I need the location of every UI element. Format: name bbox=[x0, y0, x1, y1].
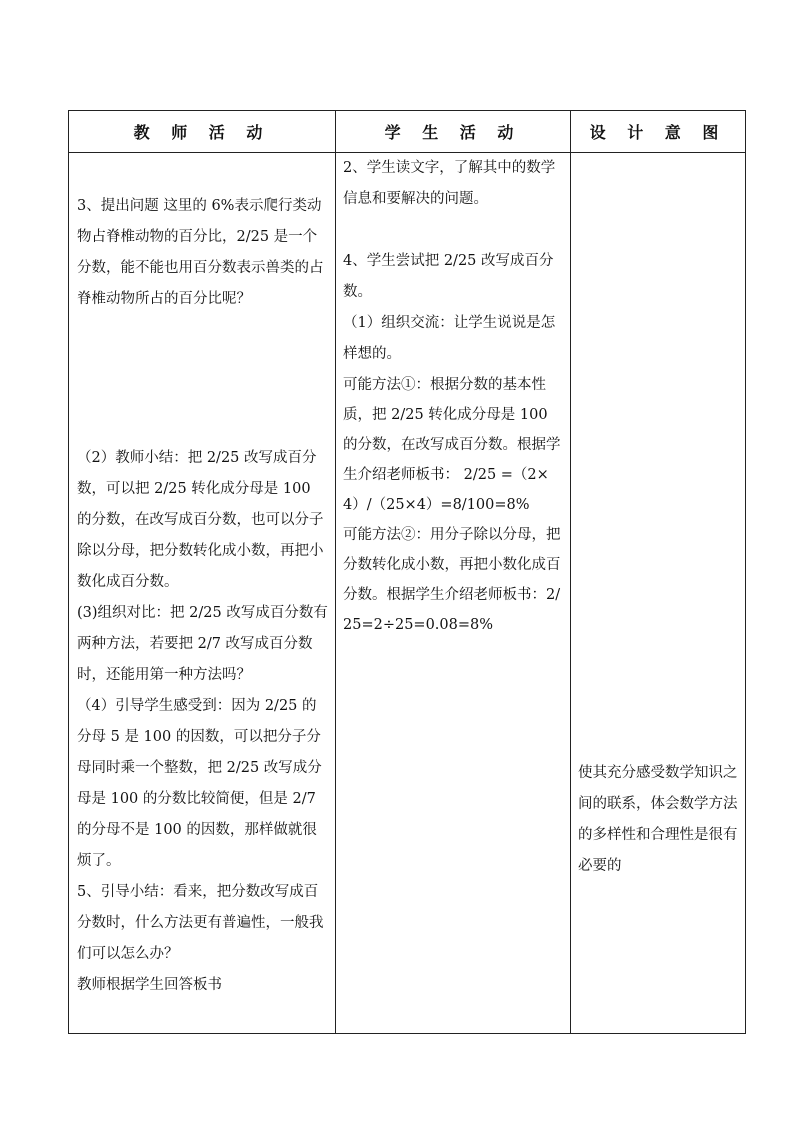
design-paragraph: 使其充分感受数学知识之间的联系，体会数学方法的多样性和合理性是很有必要的 bbox=[578, 765, 738, 874]
teacher-paragraph: (3)组织对比：把 2/25 改写成百分数有两种方法，若要把 2/7 改写成百分数时，还能用第一种方法吗？ bbox=[77, 605, 328, 683]
student-paragraph: 可能方法②：用分子除以分母，把分数转化成小数，再把小数化成百分数。根据学生介绍老师板书：2/25=2÷25=0.08=8% bbox=[343, 527, 561, 633]
student-paragraph: （1）组织交流：让学生说说是怎样想的。 bbox=[343, 315, 556, 362]
lesson-plan-table bbox=[68, 110, 746, 1034]
teacher-activity-cell bbox=[69, 153, 336, 1034]
table-header-row bbox=[69, 111, 746, 153]
student-activity-cell bbox=[336, 153, 571, 1034]
student-paragraph: 2、学生读文字，了解其中的数学信息和要解决的问题。 bbox=[343, 160, 556, 207]
teacher-paragraph: 3、提出问题 这里的 6%表示爬行类动物占脊椎动物的百分比，2/25 是一个分数，能不能也用百分数表示兽类的占脊椎动物所占的百分比呢？ bbox=[77, 198, 324, 307]
student-paragraph: 4、学生尝试把 2/25 改写成百分数。 bbox=[343, 253, 554, 300]
teacher-paragraph: 5、引导小结：看来，把分数改写成百分数时，什么方法更有普遍性，一般我们可以怎么办？ bbox=[77, 884, 324, 962]
teacher-paragraph: （2）教师小结：把 2/25 改写成百分数，可以把 2/25 转化成分母是 100 的分数，在改写成百分数，也可以分子除以分母，把分数转化成小数，再把小数化成百分数。 bbox=[77, 450, 324, 590]
teacher-paragraph: （4）引导学生感受到：因为 2/25 的分母 5 是 100 的因数，可以把分子分母同时乘一个整数，把 2/25 改写成分母是 100 的分数比较简便，但是 2/7 的分母不是 100 的因数，那样做就很烦了。 bbox=[77, 698, 322, 869]
teacher-paragraph: 教师根据学生回答板书 bbox=[77, 977, 222, 993]
design-intent-cell bbox=[571, 153, 746, 1034]
student-paragraph: 可能方法①：根据分数的基本性质，把 2/25 转化成分母是 100 的分数，在改写成百分数。根据学生介绍老师板书： 2/25 =（2×4）/（25×4）=8/100=8% bbox=[343, 377, 561, 513]
table-body-row bbox=[69, 153, 746, 1034]
header-design-intent: 设 计 意 图 bbox=[571, 111, 746, 153]
header-student-activity: 学 生 活 动 bbox=[336, 111, 571, 153]
header-teacher-activity: 教 师 活 动 bbox=[69, 111, 336, 153]
